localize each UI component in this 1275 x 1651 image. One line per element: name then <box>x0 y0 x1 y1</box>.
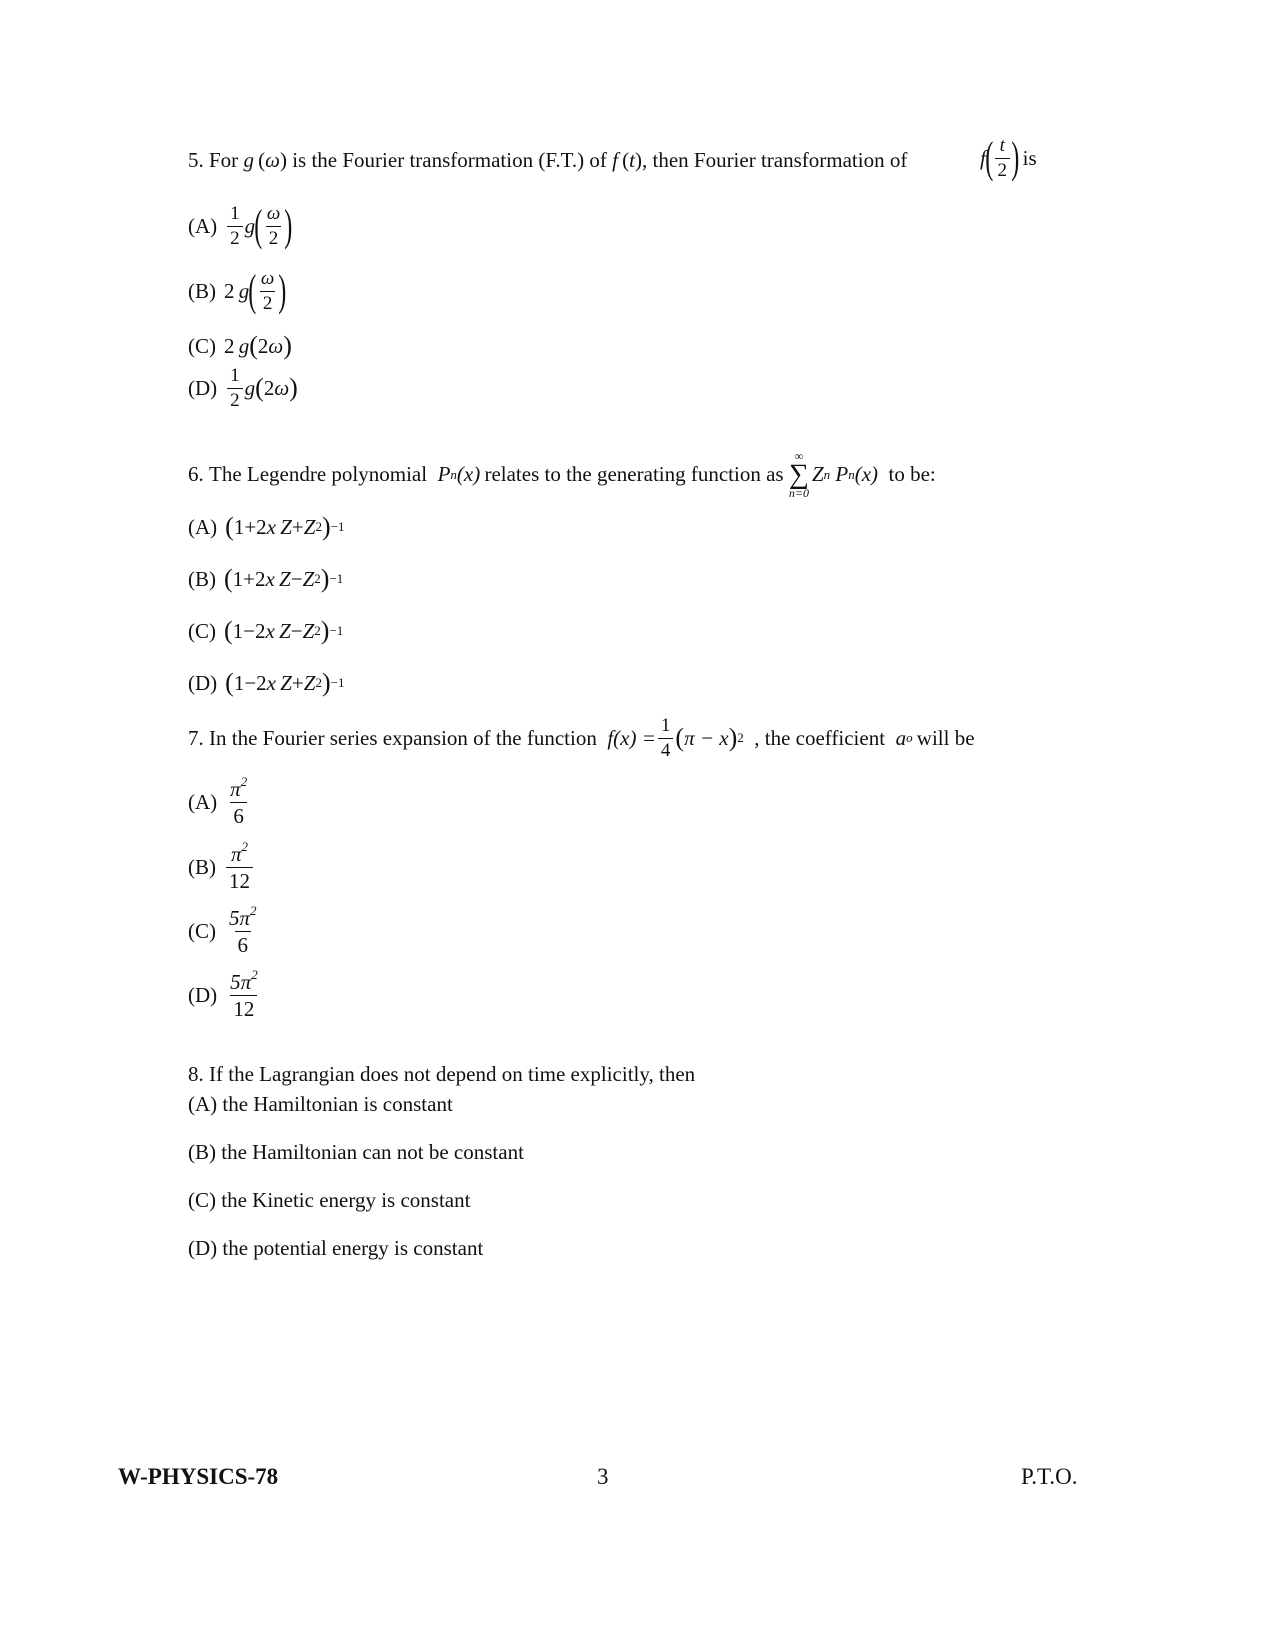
option-7b[interactable]: (B) $\frac{\pi^2}{12}$ <box>188 843 255 892</box>
fraction: $\frac{\omega}{2}$ <box>266 203 281 249</box>
fraction: $\frac{5\pi^2}{6}$ <box>229 903 257 958</box>
question-6-stem: 6. The Legendre polynomial P n (x) relates to the generating function as ∞ ∑ n=0 Z n P n (x) to be: <box>188 449 936 501</box>
fraction: $\frac{1}{2}$ <box>227 204 243 249</box>
option-8b[interactable]: (B) the Hamiltonian can not be constant <box>188 1140 524 1164</box>
option-6c[interactable]: (C) ( 1 − 2 x Z − Z 2 ) −1 <box>188 616 344 645</box>
option-5b[interactable]: (B) 2 g ( $\frac{\omega}{2}$ ) <box>188 266 287 316</box>
option-7d[interactable]: (D) $\frac{5\pi^2}{12}$ <box>188 971 263 1020</box>
summation: ∞ ∑ n=0 <box>788 449 809 501</box>
footer-paper-code: W-PHYSICS-78 <box>118 1464 279 1489</box>
fraction: $\frac{\pi^2}{6}$ <box>230 774 248 829</box>
option-8a[interactable]: (A) the Hamiltonian is constant <box>188 1092 453 1116</box>
question-5-f-t-over-2: f ( $\frac{t}{2}$ ) is <box>980 133 1037 183</box>
option-7a[interactable]: (A) $\frac{\pi^2}{6}$ <box>188 778 252 827</box>
footer-page-number: 3 <box>597 1464 609 1489</box>
question-5-stem: 5. For g ( ω ) is the Fourier transformation (F.T.) of f ( t ) , then Fourier transformation of <box>188 148 908 172</box>
fraction: $\frac{1}{4}$ <box>658 716 674 761</box>
fraction: $\frac{\pi^2}{12}$ <box>226 843 253 892</box>
option-5c[interactable]: (C) 2 g ( 2 ω ) <box>188 331 292 360</box>
fraction: $\frac{\omega}{2}$ <box>260 268 275 314</box>
fraction: $\frac{t}{2}$ <box>995 136 1011 181</box>
option-5d[interactable]: (D) $\frac{1}{2}$ g ( 2 ω ) <box>188 365 298 411</box>
option-6b[interactable]: (B) ( 1 + 2 x Z − Z 2 ) −1 <box>188 564 344 593</box>
question-8-stem: 8. If the Lagrangian does not depend on time explicitly, then <box>188 1062 696 1086</box>
option-5a[interactable]: (A) $\frac{1}{2}$ g ( $\frac{\omega}{2}$ ) <box>188 201 293 251</box>
option-7c[interactable]: (C) $\frac{5\pi^2}{6}$ <box>188 907 262 956</box>
question-7-stem: 7. In the Fourier series expansion of the function f(x) = $\frac{1}{4}$ ( π − x ) 2 , the coefficient a o will be <box>188 715 975 761</box>
fraction: $\frac{1}{2}$ <box>227 366 243 411</box>
option-8c[interactable]: (C) the Kinetic energy is constant <box>188 1188 471 1212</box>
fraction: $\frac{5\pi^2}{12}$ <box>230 967 258 1022</box>
option-6a[interactable]: (A) ( 1 + 2 x Z + Z 2 ) −1 <box>188 512 345 541</box>
option-8d[interactable]: (D) the potential energy is constant <box>188 1236 484 1260</box>
option-6d[interactable]: (D) ( 1 − 2 x Z + Z 2 ) −1 <box>188 668 345 697</box>
footer-pto: P.T.O. <box>1021 1464 1078 1489</box>
